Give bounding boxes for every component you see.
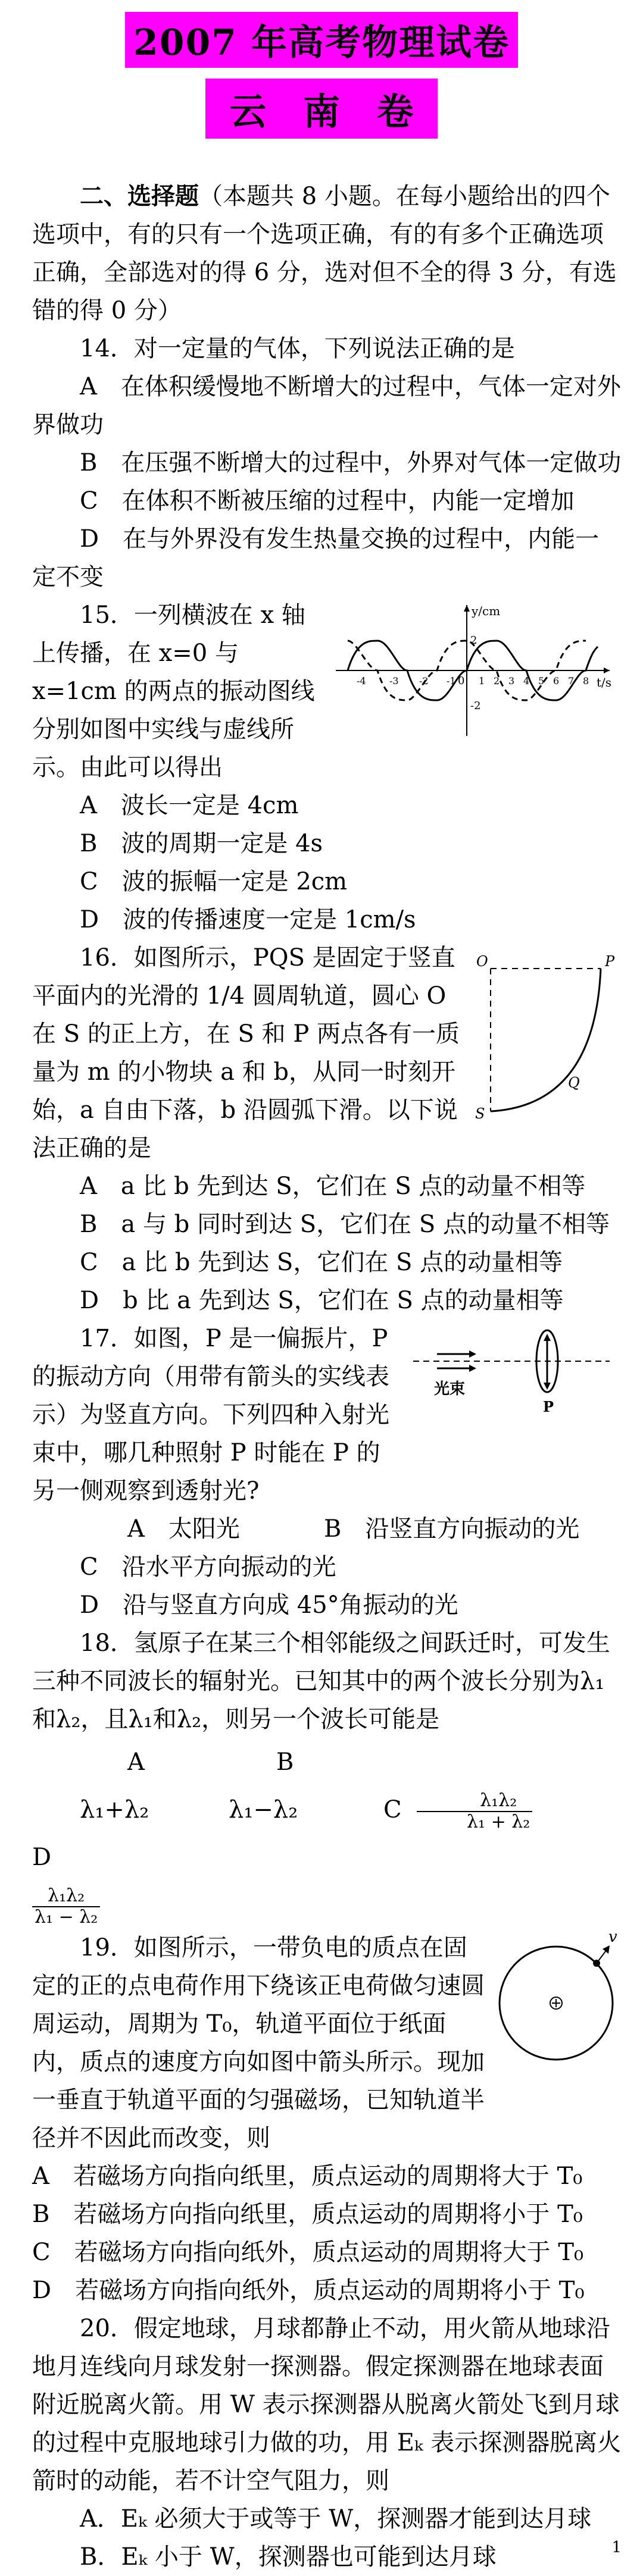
q18-options (32, 1738, 622, 1881)
q18-c-denominator: λ₁ + λ₂ (467, 1812, 530, 1832)
q14-option-d: D 在与外界没有发生热量交换的过程中，内能一定不变 (32, 525, 600, 591)
velocity-arrowhead (603, 1945, 610, 1954)
beam-arrowhead-1 (469, 1350, 476, 1358)
x-tick-neg1: -1 (447, 675, 456, 687)
q19-option-c: C 若磁场方向指向纸外，质点运动的周期将大于 T₀ (32, 2239, 584, 2266)
point-p: P (605, 953, 615, 970)
q16-option-c: C a 比 b 先到达 S，它们在 S 点的动量相等 (80, 1249, 563, 1276)
q18-option-c-fraction (417, 1791, 532, 1832)
q15-block (32, 596, 622, 786)
point-o: O (476, 953, 488, 970)
q15-stem: 15．一列横波在 x 轴上传播，在 x=0 与 x=1cm 的两点的振动图线分别如图中实线与虚线所示。由此可以得出 (32, 601, 315, 781)
y-axis-arrow (464, 605, 470, 612)
beam-arrowhead-2 (469, 1365, 476, 1372)
point-q: Q (568, 1074, 580, 1091)
x-tick-neg4: -4 (357, 675, 366, 687)
page-number: 1 (611, 2539, 622, 2556)
q14-option-a: A 在体积缓慢地不断增大的过程中，气体一定对外界做功 (32, 373, 621, 438)
q14-option-b: B 在压强不断增大的过程中，外界对气体一定做功 (80, 449, 622, 477)
q19-option-a: A 若磁场方向指向纸里，质点运动的周期将大于 T₀ (32, 2163, 583, 2190)
q17-block (32, 1320, 622, 1510)
polarizer-arrow-up (544, 1334, 551, 1341)
q17-option-c: C 沿水平方向振动的光 (80, 1553, 336, 1581)
q15-option-b: B 波的周期一定是 4s (80, 830, 323, 857)
q15-wave-figure (330, 602, 616, 739)
q15-option-c: C 波的振幅一定是 2cm (80, 868, 348, 895)
q18-option-d-fraction (32, 1886, 100, 1928)
orbit-diagram (497, 1929, 622, 2072)
q20-option-a: A．Eₖ 必须大于或等于 W，探测器才能到达月球 (80, 2505, 592, 2533)
q16-option-b: B a 与 b 同时到达 S，它们在 S 点的动量不相等 (80, 1211, 610, 1238)
x-tick-neg2: -2 (419, 675, 429, 687)
q15-option-d: D 波的传播速度一定是 1cm/s (80, 906, 416, 933)
q17-polarizer-figure (407, 1320, 616, 1421)
q19-option-d: D 若磁场方向指向纸外，质点运动的周期将小于 T₀ (32, 2277, 585, 2304)
quarter-arc (491, 969, 601, 1111)
q18-d-numerator: λ₁λ₂ (32, 1886, 100, 1907)
q17-options-ab (32, 1510, 622, 1548)
x-tick-8: 8 (583, 675, 589, 687)
q18-d-denominator: λ₁ − λ₂ (35, 1907, 98, 1928)
section-heading: 二、选择题 (80, 182, 199, 210)
point-s: S (475, 1105, 485, 1122)
q18-stem: 18．氢原子在某三个相邻能级之间跃迁时，可发生三种不同波长的辐射光。已知其中的两个波长分别为λ₁和λ₂，且λ₁和λ₂，则另一个波长可能是 (32, 1629, 610, 1733)
q16-stem: 16．如图所示，PQS 是固定于竖直平面内的光滑的 1/4 圆周轨道，圆心 O 在 S 的正上方，在 S 和 P 两点各有一质量为 m 的小物块 a 和 b，从同一时刻开始，a 自由下落，b 沿圆弧下滑。以下说法正确的是 (32, 944, 460, 1162)
x-axis-label: t/s (597, 675, 612, 690)
y-tick-down: -2 (470, 700, 481, 712)
q18-option-d (32, 1881, 622, 1929)
x-tick-6: 6 (553, 675, 560, 687)
x-tick-neg3: -3 (389, 675, 399, 687)
x-tick-1: 1 (479, 675, 485, 687)
q19-orbit-figure (497, 1929, 622, 2072)
exam-subtitle: 云 南 卷 (205, 79, 437, 139)
x-tick-2: 2 (494, 675, 500, 687)
y-axis-label: y/cm (472, 604, 501, 618)
velocity-label: v (608, 1929, 617, 1946)
title-area (0, 12, 643, 149)
q20-option-b: B．Eₖ 小于 W，探测器也可能到达月球 (80, 2543, 497, 2571)
q19-option-b: B 若磁场方向指向纸里，质点运动的周期将小于 T₀ (32, 2201, 583, 2228)
q16-option-a: A a 比 b 先到达 S，它们在 S 点的动量不相等 (80, 1173, 586, 1200)
q19-stem-text: 19．如图所示，一带负电的质点在固定的正的点电荷作用下绕该正电荷做匀速圆周运动，周期为 T₀，轨道平面位于纸面内，质点的速度方向如图中箭头所示。现加一垂直于轨道平面的匀强磁场，已知轨道半径并不因此而改变，则 (32, 1934, 485, 2152)
x-axis-arrow (604, 667, 610, 673)
q17-option-a: A 太阳光 (127, 1515, 240, 1543)
q18-option-a: A λ₁+λ₂ (80, 1748, 168, 1823)
x-tick-4: 4 (523, 675, 530, 687)
q14-stem: 14．对一定量的气体，下列说法正确的是 (80, 335, 515, 362)
q20-stem: 20．假定地球，月球都静止不动，用火箭从地球沿地月连线向月球发射一探测器。假定探测器在地球表面附近脱离火箭。用 W 表示探测器从脱离火箭处飞到月球的过程中克服地球引力做的功，用 Eₖ 表示探测器脱离火箭时的动能，若不计空气阻力，则 (32, 2315, 622, 2494)
wave-graph (330, 602, 616, 739)
exam-content (32, 177, 622, 2576)
q19-block (32, 1929, 622, 2157)
x-tick-7: 7 (568, 675, 575, 687)
q16-arc-figure (473, 945, 622, 1141)
q17-option-d: D 沿与竖直方向成 45°角振动的光 (80, 1591, 458, 1619)
beam-label: 光束 (434, 1380, 466, 1398)
q18-option-c-label: C (383, 1796, 402, 1823)
q18-c-numerator: λ₁λ₂ (417, 1791, 532, 1812)
section-intro (32, 177, 622, 330)
x-tick-3: 3 (508, 675, 515, 687)
q17-option-b: B 沿竖直方向振动的光 (324, 1515, 580, 1543)
q18-option-d-label: D (32, 1844, 52, 1871)
arc-track-diagram (473, 945, 622, 1141)
section-instructions: （本题共 8 小题。在每小题给出的四个选项中，有的只有一个选项正确，有的有多个正确选项正确，全部选对的得 6 分，选对但不全的得 3 分，有选错的得 0 分） (32, 183, 617, 324)
polarizer-label: P (543, 1398, 554, 1415)
x-tick-5: 5 (538, 675, 545, 687)
q15-option-a: A 波长一定是 4cm (80, 792, 299, 819)
origin-label: 0 (458, 675, 465, 687)
polarizer-arrow-down (544, 1383, 551, 1390)
y-tick-up: 2 (470, 634, 477, 647)
q16-block (32, 939, 622, 1167)
q17-stem-text: 17．如图，P 是一偏振片，P 的振动方向（用带有箭头的实线表示）为竖直方向。下列四种入射光束中，哪几种照射 P 时能在 P 的另一侧观察到透射光? (32, 1325, 389, 1505)
q16-option-d: D b 比 a 先到达 S，它们在 S 点的动量相等 (80, 1287, 564, 1314)
q14-option-c: C 在体积不断被压缩的过程中，内能一定增加 (80, 487, 575, 515)
exam-title: 2007 年高考物理试卷 (125, 12, 518, 68)
polarizer-diagram (407, 1320, 616, 1421)
q18-option-b: B λ₁−λ₂ (229, 1748, 318, 1823)
